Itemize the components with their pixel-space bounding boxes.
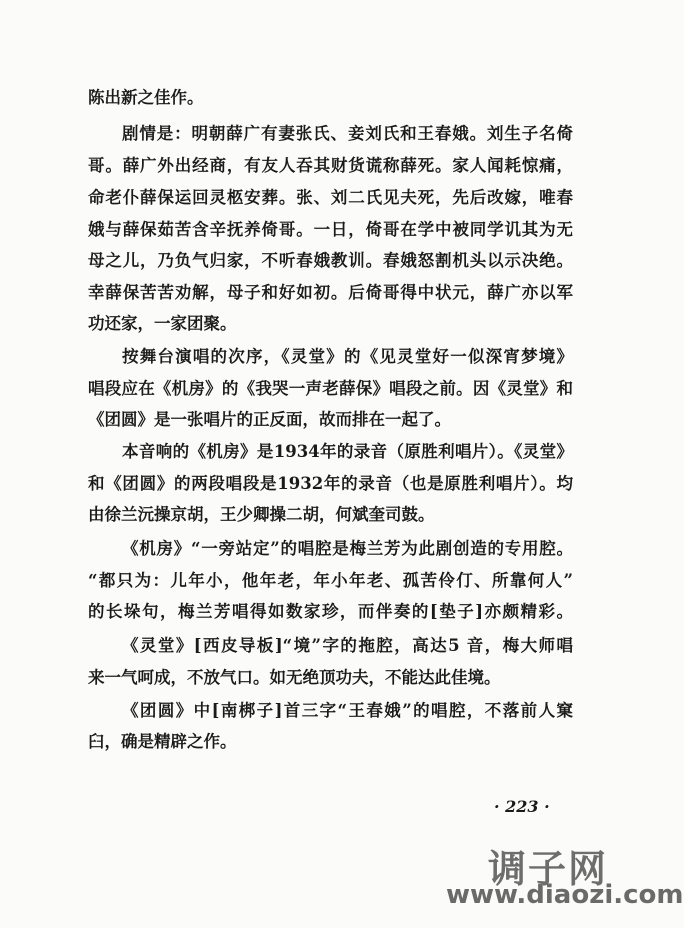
text-line: 来一气呵成，不放气口。如无绝顶功夫，不能达此佳境。 [88,668,501,687]
text-line: 功还家，一家团聚。 [88,314,237,333]
text-line: 《机房》“一旁站定”的唱腔是梅兰芳为此剧创造的专用腔。 [122,539,573,558]
text-line: 娥与薛保茹苦含辛抚养倚哥。一日，倚哥在学中被同学讥其为无 [88,220,573,239]
text-line: 陈出新之佳作。 [88,88,204,107]
watermark-url: www.diaozi.com [446,880,684,910]
page-number: · 223 · [494,797,550,816]
text-line: 由徐兰沅操京胡，王少卿操二胡，何斌奎司鼓。 [88,505,435,524]
text-line: 《灵堂》[西皮导板]“境”字的拖腔，高达5 音，梅大师唱 [122,636,573,655]
text-line: 臼，确是精辟之作。 [88,732,237,751]
text-line: 《团圆》中[南梆子]首三字“王春娥”的唱腔，不落前人窠 [122,701,573,720]
text-line: 剧情是：明朝薛广有妻张氏、妾刘氏和王春娥。刘生子名倚 [122,124,573,143]
text-line: 命老仆薛保运回灵柩安葬。张、刘二氏见夫死，先后改嫁，唯春 [88,188,573,207]
text-line: 和《团圆》的两段唱段是1932年的录音（也是原胜利唱片）。均 [88,474,573,493]
text-line: 哥。薛广外出经商，有友人吞其财货谎称薛死。家人闻耗惊痛， [88,156,573,175]
watermark-logo-text: 调子网 [488,847,609,891]
text-line: 的长垛句，梅兰芳唱得如数家珍，而伴奏的[垫子]亦颇精彩。 [88,602,573,621]
text-line: 幸薛保苦苦劝解，母子和好如初。后倚哥得中状元，薛广亦以军 [88,283,573,302]
text-line: 《团圆》是一张唱片的正反面，故而排在一起了。 [88,410,451,429]
text-line: 本音响的《机房》是1934年的录音（原胜利唱片）。《灵堂》 [122,442,573,461]
text-line: “都只为：儿年小，他年老，年小年老、孤苦伶仃、所靠何人” [88,571,573,590]
text-line: 按舞台演唱的次序，《灵堂》的《见灵堂好一似深宵梦境》 [122,347,573,366]
text-line: 唱段应在《机房》的《我哭一声老薛保》唱段之前。因《灵堂》和 [88,379,573,398]
text-line: 母之儿，乃负气归家，不听春娥教训。春娥怒割机头以示决绝。 [88,251,573,270]
